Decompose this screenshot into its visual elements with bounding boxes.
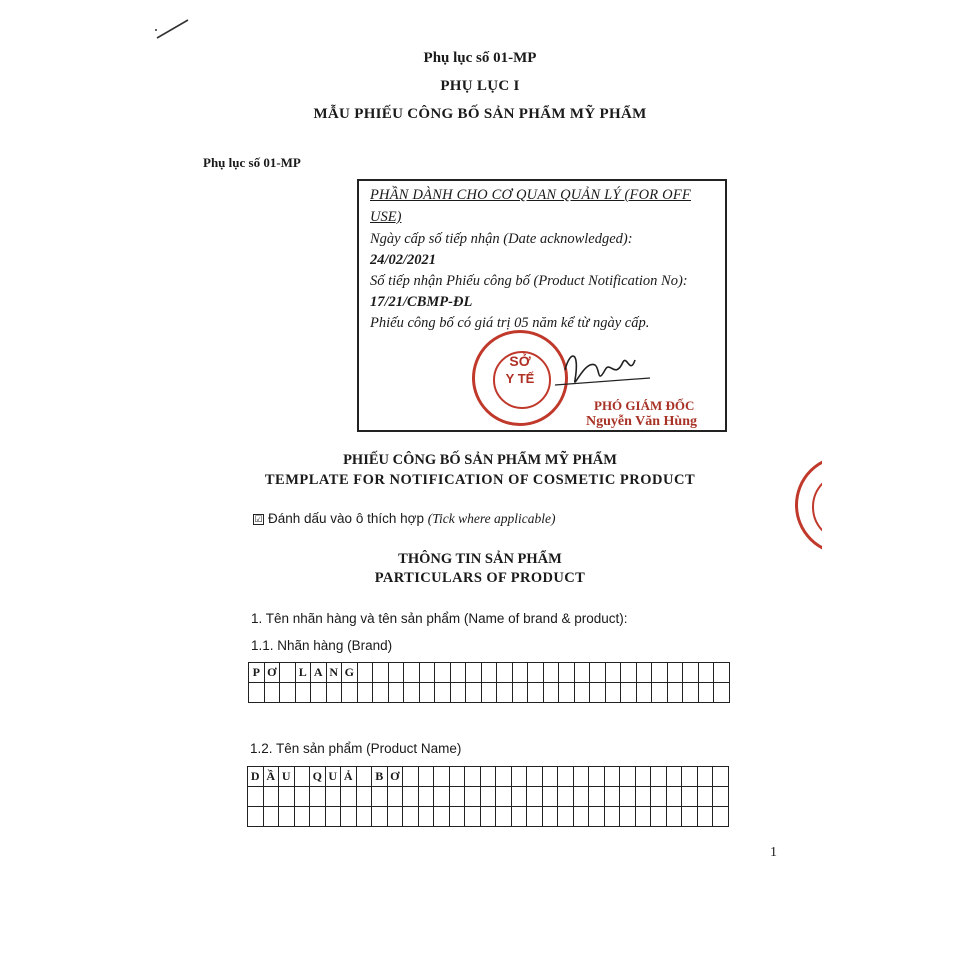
grid-cell	[356, 767, 372, 787]
grid-cell	[714, 683, 730, 703]
grid-cell	[310, 807, 326, 827]
grid-cell	[604, 807, 620, 827]
grid-cell	[666, 767, 682, 787]
grid-cell	[372, 787, 388, 807]
grid-cell: Ả	[341, 767, 357, 787]
grid-cell	[434, 807, 450, 827]
grid-cell	[341, 787, 357, 807]
office-box-title: PHẦN DÀNH CHO CƠ QUAN QUẢN LÝ (FOR OFF	[370, 187, 691, 203]
grid-cell	[574, 683, 590, 703]
grid-cell	[465, 787, 481, 807]
grid-cell	[714, 663, 730, 683]
grid-cell	[543, 683, 559, 703]
grid-cell	[497, 683, 513, 703]
checkbox-icon: ☑	[254, 514, 263, 524]
grid-cell	[682, 807, 698, 827]
grid-cell	[559, 663, 575, 683]
grid-cell	[652, 683, 668, 703]
grid-cell	[294, 767, 310, 787]
page-number: 1	[770, 845, 777, 860]
grid-cell	[449, 787, 465, 807]
grid-cell	[542, 787, 558, 807]
grid-cell	[325, 787, 341, 807]
grid-cell	[480, 807, 496, 827]
grid-cell	[573, 767, 589, 787]
grid-cell	[403, 787, 419, 807]
grid-cell	[666, 787, 682, 807]
notification-number-label: Số tiếp nhận Phiếu công bố (Product Notification No):	[370, 273, 688, 289]
grid-cell	[449, 767, 465, 787]
grid-row	[248, 767, 729, 787]
grid-cell	[372, 807, 388, 827]
signatory-name: Nguyễn Văn Hùng	[586, 414, 698, 429]
grid-cell	[341, 807, 357, 827]
grid-cell	[388, 663, 404, 683]
grid-cell	[620, 767, 636, 787]
form-title-vi: PHIẾU CÔNG BỐ SẢN PHẨM MỸ PHẨM	[343, 452, 617, 468]
grid-cell: D	[248, 767, 264, 787]
grid-cell	[434, 767, 450, 787]
grid-cell	[512, 663, 528, 683]
grid-cell: Ầ	[263, 767, 279, 787]
grid-cell	[373, 663, 389, 683]
grid-cell	[248, 787, 264, 807]
grid-cell	[419, 683, 435, 703]
grid-cell	[682, 767, 698, 787]
grid-cell	[264, 683, 280, 703]
grid-cell	[466, 663, 482, 683]
grid-cell	[466, 683, 482, 703]
grid-cell	[667, 683, 683, 703]
grid-cell	[667, 663, 683, 683]
grid-cell	[481, 683, 497, 703]
grid-cell	[636, 663, 652, 683]
grid-cell	[294, 787, 310, 807]
grid-cell	[450, 663, 466, 683]
grid-cell	[635, 807, 651, 827]
grid-cell: Q	[310, 767, 326, 787]
grid-cell	[325, 807, 341, 827]
grid-cell	[449, 807, 465, 827]
page-edge-mask	[822, 440, 960, 580]
grid-cell	[481, 663, 497, 683]
signatory-title: PHÓ GIÁM ĐỐC	[594, 398, 695, 413]
grid-cell	[636, 683, 652, 703]
grid-cell	[620, 787, 636, 807]
grid-cell	[326, 683, 342, 703]
grid-cell: U	[279, 767, 295, 787]
grid-cell	[635, 767, 651, 787]
grid-cell	[480, 767, 496, 787]
grid-cell	[248, 807, 264, 827]
grid-row	[248, 787, 729, 807]
product-name-grid	[247, 766, 729, 827]
notification-number-value: 17/21/CBMP-ĐL	[370, 294, 473, 310]
grid-cell	[263, 807, 279, 827]
grid-cell	[698, 663, 714, 683]
stamp-center-line2: Y TẾ	[505, 371, 535, 386]
grid-cell	[590, 683, 606, 703]
grid-cell	[528, 683, 544, 703]
grid-cell	[511, 807, 527, 827]
grid-cell	[356, 807, 372, 827]
grid-cell	[713, 807, 729, 827]
grid-cell	[574, 663, 590, 683]
grid-cell	[698, 683, 714, 703]
grid-cell	[387, 787, 403, 807]
grid-cell	[373, 683, 389, 703]
grid-cell: A	[311, 663, 327, 683]
grid-row	[249, 683, 730, 703]
grid-cell	[651, 787, 667, 807]
grid-cell	[589, 787, 605, 807]
grid-cell	[652, 663, 668, 683]
grid-cell	[387, 807, 403, 827]
grid-cell	[590, 663, 606, 683]
item-1-label: 1. Tên nhãn hàng và tên sản phẩm (Name of brand & product):	[251, 611, 628, 626]
grid-cell	[434, 787, 450, 807]
grid-row	[248, 807, 729, 827]
tick-instruction-vi: Đánh dấu vào ô thích hợp	[268, 511, 424, 526]
appendix-number: Phụ lục số 01-MP	[423, 50, 537, 66]
grid-cell	[605, 683, 621, 703]
grid-cell	[263, 787, 279, 807]
office-box-title-cont: USE)	[370, 209, 402, 225]
grid-cell	[511, 767, 527, 787]
grid-cell	[528, 663, 544, 683]
grid-cell	[559, 683, 575, 703]
grid-cell	[294, 807, 310, 827]
grid-cell	[279, 807, 295, 827]
grid-cell	[621, 663, 637, 683]
brand-grid	[248, 662, 730, 703]
form-template-title: MẪU PHIẾU CÔNG BỐ SẢN PHẨM MỸ PHẨM	[313, 106, 647, 122]
grid-cell	[465, 767, 481, 787]
grid-cell	[543, 663, 559, 683]
section-title-vi: THÔNG TIN SẢN PHẨM	[398, 551, 562, 567]
section-title-en: PARTICULARS OF PRODUCT	[374, 570, 586, 586]
tick-instruction-en: (Tick where applicable)	[427, 511, 556, 526]
grid-cell	[527, 767, 543, 787]
grid-cell	[605, 663, 621, 683]
grid-cell	[620, 807, 636, 827]
validity-note: Phiếu công bố có giá trị 05 năm kể từ ngày cấp.	[370, 315, 650, 331]
grid-cell: L	[295, 663, 311, 683]
grid-cell: Ơ	[387, 767, 403, 787]
grid-cell	[542, 807, 558, 827]
grid-cell	[404, 683, 420, 703]
stamp-center-line1: SỞ	[509, 353, 531, 369]
grid-cell: Ơ	[264, 663, 280, 683]
grid-cell: G	[342, 663, 358, 683]
grid-cell	[683, 683, 699, 703]
appendix-left-label: Phụ lục số 01-MP	[203, 155, 301, 170]
grid-cell	[295, 683, 311, 703]
date-acknowledged-label: Ngày cấp số tiếp nhận (Date acknowledged):	[370, 231, 633, 247]
grid-cell	[450, 683, 466, 703]
grid-cell	[418, 787, 434, 807]
grid-cell	[280, 683, 296, 703]
grid-cell	[527, 787, 543, 807]
grid-row	[249, 663, 730, 683]
grid-cell	[589, 767, 605, 787]
grid-cell	[558, 767, 574, 787]
tick-instruction	[253, 511, 555, 527]
grid-cell	[573, 787, 589, 807]
grid-cell	[558, 787, 574, 807]
grid-cell	[496, 807, 512, 827]
grid-cell	[511, 787, 527, 807]
grid-cell	[558, 807, 574, 827]
grid-cell	[542, 767, 558, 787]
grid-cell	[682, 787, 698, 807]
grid-cell	[404, 663, 420, 683]
grid-cell	[357, 683, 373, 703]
grid-cell	[249, 683, 265, 703]
grid-cell	[697, 767, 713, 787]
appendix-title: PHỤ LỤC I	[440, 78, 520, 94]
grid-cell	[666, 807, 682, 827]
grid-cell	[356, 787, 372, 807]
grid-cell	[480, 787, 496, 807]
grid-cell	[388, 683, 404, 703]
grid-cell: B	[372, 767, 388, 787]
grid-cell	[651, 767, 667, 787]
grid-cell	[697, 807, 713, 827]
grid-cell	[496, 787, 512, 807]
grid-cell	[435, 683, 451, 703]
grid-cell: U	[325, 767, 341, 787]
grid-cell	[573, 807, 589, 827]
signature-icon	[545, 340, 655, 400]
grid-cell	[403, 807, 419, 827]
item-1-1-label: 1.1. Nhãn hàng (Brand)	[251, 638, 393, 653]
grid-cell	[310, 787, 326, 807]
item-1-2-label: 1.2. Tên sản phẩm (Product Name)	[250, 741, 462, 756]
grid-cell	[697, 787, 713, 807]
grid-cell	[527, 807, 543, 827]
grid-cell	[604, 767, 620, 787]
grid-cell	[418, 807, 434, 827]
grid-cell	[496, 767, 512, 787]
grid-cell	[713, 767, 729, 787]
grid-cell	[651, 807, 667, 827]
grid-cell	[465, 807, 481, 827]
grid-cell	[342, 683, 358, 703]
grid-cell	[713, 787, 729, 807]
grid-cell	[635, 787, 651, 807]
grid-cell	[435, 663, 451, 683]
grid-cell	[279, 787, 295, 807]
grid-cell	[419, 663, 435, 683]
form-title-en: TEMPLATE FOR NOTIFICATION OF COSMETIC PRODUCT	[264, 472, 696, 488]
date-acknowledged-value: 24/02/2021	[370, 252, 437, 268]
grid-cell	[589, 807, 605, 827]
grid-cell	[280, 663, 296, 683]
grid-cell	[311, 683, 327, 703]
grid-cell: N	[326, 663, 342, 683]
grid-cell	[403, 767, 419, 787]
grid-cell	[497, 663, 513, 683]
grid-cell	[418, 767, 434, 787]
grid-cell	[604, 787, 620, 807]
grid-cell	[621, 683, 637, 703]
grid-cell	[683, 663, 699, 683]
grid-cell	[357, 663, 373, 683]
grid-cell: P	[249, 663, 265, 683]
pen-mark	[155, 18, 190, 40]
grid-cell	[512, 683, 528, 703]
